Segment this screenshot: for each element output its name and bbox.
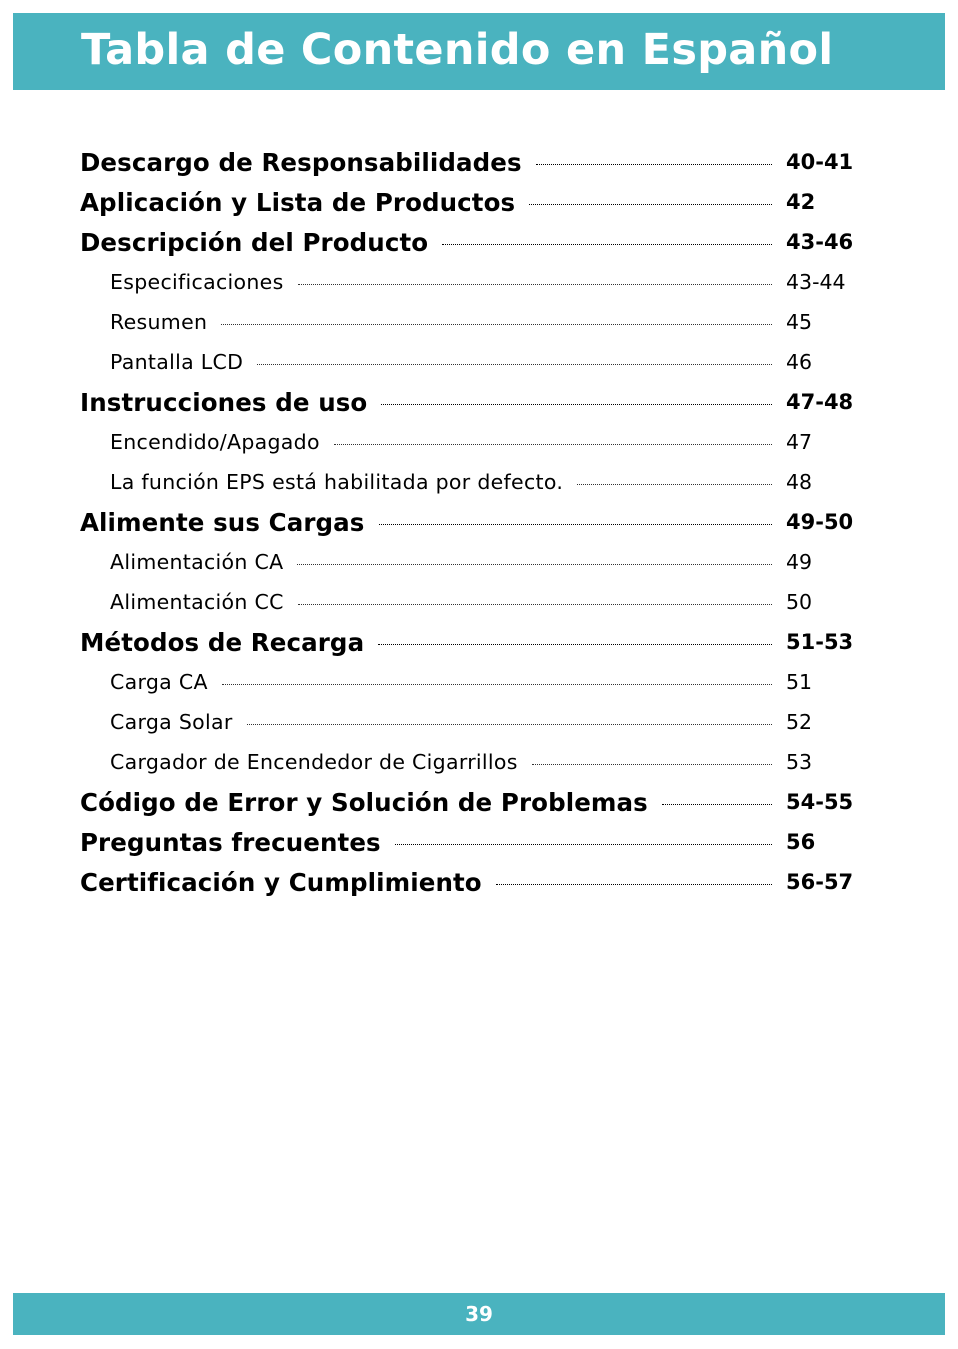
toc-dot-leader [334,444,772,445]
toc-subentry-label: La función EPS está habilitada por defecto. [110,470,564,494]
toc-dot-leader [297,564,772,565]
toc-dot-leader [442,244,772,245]
toc-entry[interactable] [80,502,860,542]
toc-subentry-label: Resumen [110,310,208,334]
toc-entry[interactable] [80,862,860,902]
page-title: Tabla de Contenido en Español [81,25,834,75]
toc-entry-label: Métodos de Recarga [80,627,365,657]
toc-subentry[interactable] [80,342,860,382]
toc-subentry-page: 47 [786,430,813,454]
toc-dot-leader [577,484,772,485]
toc-entry-label: Código de Error y Solución de Problemas [80,787,648,817]
toc-dot-leader [298,284,772,285]
toc-entry-label: Instrucciones de uso [80,387,368,417]
toc-entry-label: Certificación y Cumplimiento [80,867,482,897]
toc-subentry-label: Encendido/Apagado [110,430,320,454]
toc-entry-page: 42 [786,190,816,214]
toc-subentry-label: Alimentación CC [110,590,284,614]
toc-entry-label: Descripción del Producto [80,227,429,257]
toc-subentry[interactable] [80,422,860,462]
toc-subentry[interactable] [80,462,860,502]
table-of-contents [80,142,860,902]
toc-entry-label: Descargo de Responsabilidades [80,147,522,177]
toc-subentry[interactable] [80,302,860,342]
toc-entry-page: 56 [786,830,816,854]
toc-subentry-label: Especificaciones [110,270,284,294]
toc-dot-leader [529,204,772,205]
toc-entry-page: 56-57 [786,870,854,894]
toc-entry-label: Aplicación y Lista de Productos [80,187,516,217]
toc-dot-leader [496,884,772,885]
toc-subentry-page: 43-44 [786,270,846,294]
toc-entry-page: 54-55 [786,790,854,814]
toc-subentry[interactable] [80,582,860,622]
toc-subentry-page: 52 [786,710,813,734]
toc-dot-leader [222,684,772,685]
toc-subentry-label: Cargador de Encendedor de Cigarrillos [110,750,518,774]
toc-entry-page: 51-53 [786,630,854,654]
toc-dot-leader [536,164,772,165]
toc-dot-leader [298,604,772,605]
toc-dot-leader [395,844,772,845]
toc-dot-leader [378,644,772,645]
toc-entry-label: Alimente sus Cargas [80,507,365,537]
toc-subentry-page: 53 [786,750,813,774]
footer-bar [13,1293,945,1335]
toc-dot-leader [257,364,772,365]
toc-entry-page: 43-46 [786,230,854,254]
toc-subentry[interactable] [80,542,860,582]
toc-subentry-label: Alimentación CA [110,550,284,574]
toc-subentry-label: Pantalla LCD [110,350,244,374]
toc-entry[interactable] [80,382,860,422]
toc-subentry-page: 48 [786,470,813,494]
toc-entry[interactable] [80,142,860,182]
page-number: 39 [465,1302,493,1326]
toc-entry[interactable] [80,182,860,222]
toc-subentry-label: Carga Solar [110,710,233,734]
toc-dot-leader [532,764,772,765]
header-bar [13,13,945,90]
toc-entry[interactable] [80,822,860,862]
toc-subentry[interactable] [80,262,860,302]
toc-entry[interactable] [80,222,860,262]
toc-entry-label: Preguntas frecuentes [80,827,381,857]
toc-subentry[interactable] [80,702,860,742]
toc-subentry-label: Carga CA [110,670,208,694]
toc-subentry-page: 45 [786,310,813,334]
toc-entry[interactable] [80,782,860,822]
toc-subentry[interactable] [80,742,860,782]
toc-entry[interactable] [80,622,860,662]
toc-entry-page: 49-50 [786,510,854,534]
toc-dot-leader [662,804,772,805]
toc-dot-leader [379,524,773,525]
toc-entry-page: 40-41 [786,150,854,174]
toc-dot-leader [247,724,772,725]
toc-subentry-page: 50 [786,590,813,614]
toc-entry-page: 47-48 [786,390,854,414]
toc-subentry-page: 51 [786,670,813,694]
toc-subentry-page: 46 [786,350,813,374]
toc-dot-leader [221,324,772,325]
toc-subentry[interactable] [80,662,860,702]
toc-subentry-page: 49 [786,550,813,574]
toc-dot-leader [381,404,772,405]
